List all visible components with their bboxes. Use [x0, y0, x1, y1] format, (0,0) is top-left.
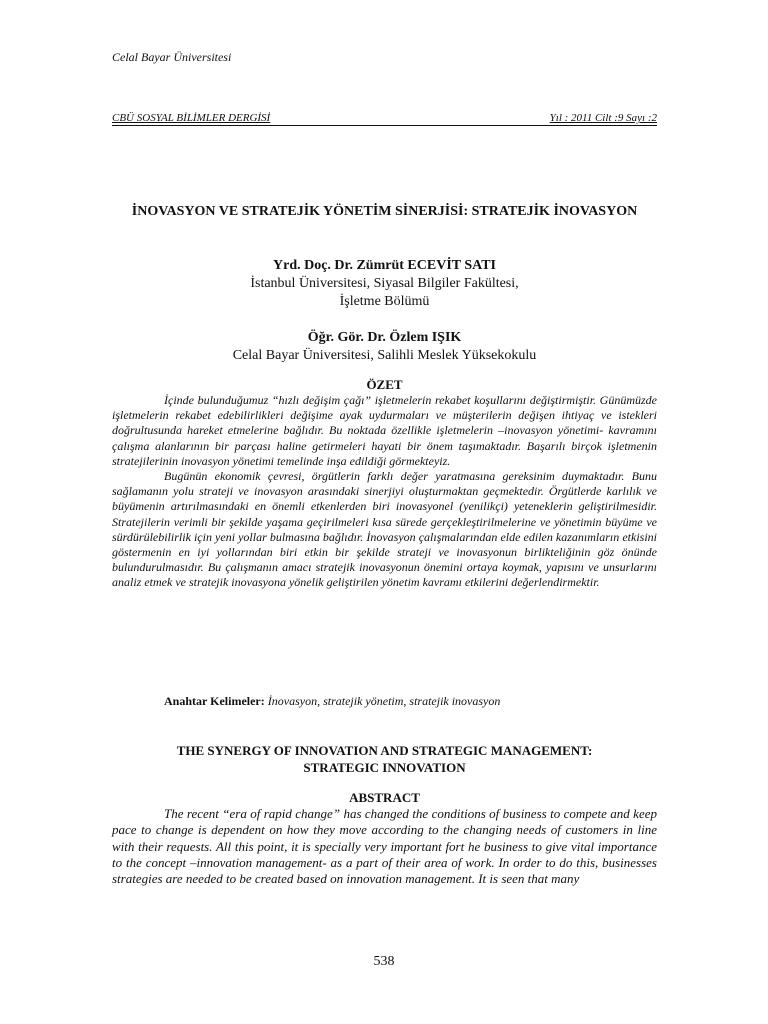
keywords-label: Anahtar Kelimeler:	[164, 694, 265, 708]
journal-running-header	[112, 112, 657, 126]
abstract-paragraph: The recent “era of rapid change” has changed the conditions of business to compete and keep pace to change is dependent on how they move according to the changing needs of customers in line with their requests. All this point, it is specially very important fort he business to give vital importance to the concept –innovation management- as a part of their area of work. In order to do this, businesses strategies are needed to be created based on innovation management. It is seen that many	[112, 806, 657, 887]
title-en-line: THE SYNERGY OF INNOVATION AND STRATEGIC MANAGEMENT:	[176, 743, 593, 758]
abstract-heading: ABSTRACT	[349, 790, 420, 805]
author-block-2	[112, 329, 657, 365]
abstract-body	[112, 806, 657, 887]
journal-name: CBÜ SOSYAL BİLİMLER DERGİSİ	[112, 112, 271, 124]
ozet-body	[112, 393, 657, 591]
paper-title-en	[112, 742, 657, 776]
author-affiliation: İşletme Bölümü	[339, 294, 430, 309]
author-name: Öğr. Gör. Dr. Özlem IŞIK	[307, 330, 462, 345]
title-en-line: STRATEGIC INNOVATION	[303, 760, 466, 775]
ozet-paragraph: İçinde bulunduğumuz “hızlı değişim çağı” işletmelerin rekabet koşullarını değiştirmiştir. Günümüzde işletmelerin rekabet edebilirlikleri değişime ayak uydurmaları ve müşterilerin değişen ihtiyaç ve istekleri doğrultusunda hareket etmelerine bağlıdır. Bu noktada özellikle işletmelerin –inovasyon yönetimi- kavramını çalışma alanlarının bir parçası haline getirmeleri hayati bir önem taşımaktadır. Başarılı birçok işletmenin stratejilerinin inovasyon yönetimi temelinde inşa edildiği görmekteyiz.	[112, 393, 657, 468]
journal-issue: Yıl : 2011 Cilt :9 Sayı :2	[549, 112, 657, 124]
page-number: 538	[373, 954, 395, 969]
university-header: Celal Bayar Üniversitesi	[112, 50, 232, 64]
keywords-values: İnovasyon, stratejik yönetim, stratejik inovasyon	[267, 694, 501, 708]
author-block-1	[112, 257, 657, 311]
author-affiliation: İstanbul Üniversitesi, Siyasal Bilgiler Fakültesi,	[250, 276, 519, 291]
author-affiliation: Celal Bayar Üniversitesi, Salihli Meslek Yüksekokulu	[232, 348, 537, 363]
ozet-heading: ÖZET	[366, 377, 403, 392]
paper-title-tr: İNOVASYON VE STRATEJİK YÖNETİM SİNERJİSİ: STRATEJİK İNOVASYON	[131, 204, 638, 219]
keywords-line	[112, 694, 657, 709]
ozet-paragraph: Bugünün ekonomik çevresi, örgütlerin farklı değer yaratmasına gereksinim duymaktadır. Bunu sağlamanın yolu strateji ve inovasyon arasındaki sinerjiyi oluşturmaktan geçmektedir. Örgütlerde karlılık ve büyümenin artırılmasındaki en önemli etkenlerden biri inovasyonel (yenilikçi) yeteneklerin geliştirilmesidir. Stratejilerin verimli bir şekilde yaşama geçirilmeleri kısa sürede gerçekleştirilmelerine ve yönetimin büyüme ve sürdürülebilirlik için yeni yollar bulmasına bağlıdır. İnovasyon çalışmalarından elde edilen kazanımların etkisini göstermenin en iyi yollarından biri etkin bir şekilde strateji ve inovasyonun birlikteliğinin göz önünde bulundurulmasıdır. Bu çalışmanın amacı stratejik inovasyonun önemini ortaya koymak, yapısını ve unsurlarını analiz etmek ve stratejik inovasyona yönelik geliştirilen yönetim kavramı etkilerini değerlendirmektir.	[112, 469, 657, 590]
author-name: Yrd. Doç. Dr. Zümrüt ECEVİT SATI	[273, 258, 496, 273]
